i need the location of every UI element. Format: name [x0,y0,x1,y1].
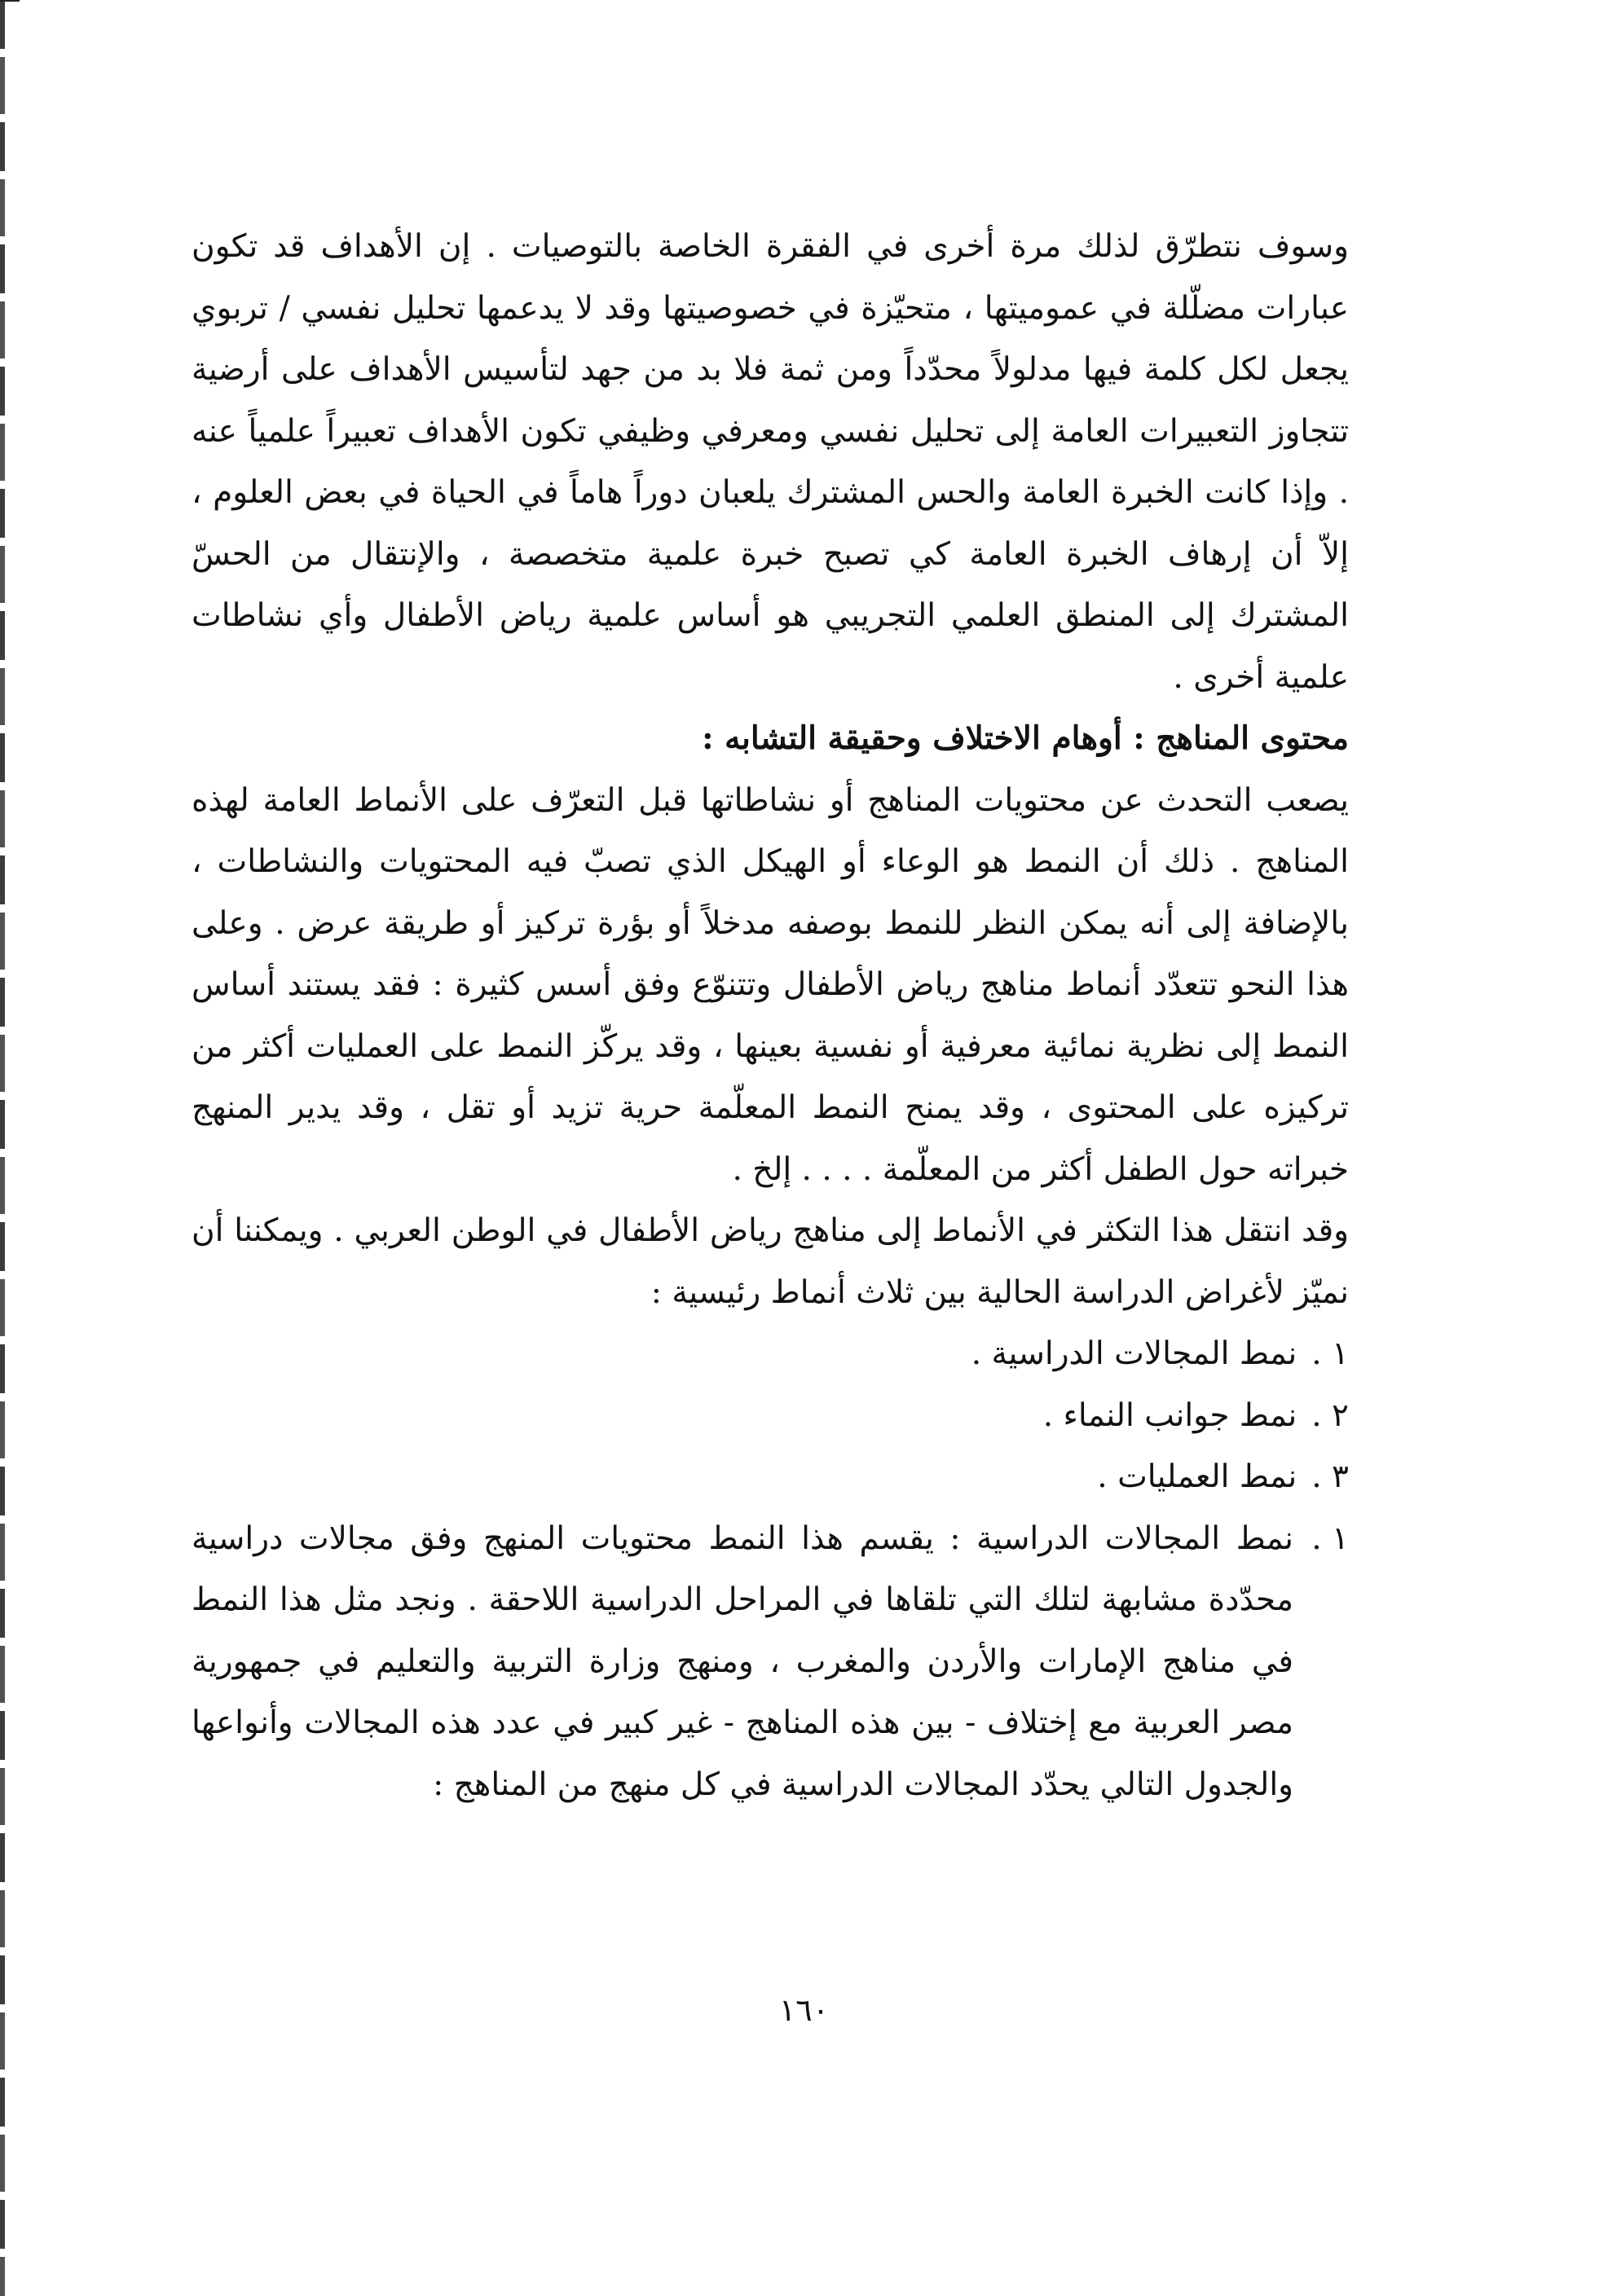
list-item [192,1446,1349,1508]
detail-number: ١ . [1311,1520,1349,1557]
page-number: ١٦٠ [778,1992,830,2028]
binding-edge [0,0,5,2296]
list-text: نمط المجالات الدراسية . [971,1335,1297,1372]
list-number: ١ . [1311,1335,1349,1372]
paragraph-patterns: يصعب التحدث عن محتويات المناهج أو نشاطاتها قبل التعرّف على الأنماط العامة لهذه المناهج . ذلك أن النمط هو الوعاء أو الهيكل الذي تصبّ فيه المحتويات والنشاطات ، بالإضافة إلى أنه يمكن النظر للنمط بوصفه مدخلاً أو بؤرة تركيز أو طريقة عرض . وعلى هذا النحو تتعدّد أنماط مناهج رياض الأطفال وتتنوّع وفق أسس كثيرة : فقد يستند أساس النمط إلى نظرية نمائية معرفية أو نفسية بعينها ، وقد يركّز النمط على العمليات أكثر من تركيزه على المحتوى ، وقد يمنح النمط المعلّمة حرية تزيد أو تقل ، وقد يدير المنهج خبراته حول الطفل أكثر من المعلّمة . . . . إلخ . [192,781,1349,1188]
patterns-list [192,1323,1349,1508]
section-heading: محتوى المناهج : أوهام الاختلاف وحقيقة التشابه : [702,719,1349,757]
list-text: نمط جوانب النماء . [1042,1397,1297,1434]
detail-item [192,1508,1349,1816]
detail-text: نمط المجالات الدراسية : يقسم هذا النمط محتويات المنهج وفق مجالات دراسية محدّدة مشابهة لتلك التي تلقاها في المراحل الدراسية اللاحقة . ونجد مثل هذا النمط في مناهج الإمارات والأردن والمغرب ، ومنهج وزارة التربية والتعليم في جمهورية مصر العربية مع إختلاف - بين هذه المناهج - غير كبير في عدد هذه المجالات وأنواعها والجدول التالي يحدّد المجالات الدراسية في كل منهج من المناهج : [192,1520,1293,1803]
list-text: نمط العمليات . [1097,1458,1297,1495]
paragraph-intro: وسوف نتطرّق لذلك مرة أخرى في الفقرة الخاصة بالتوصيات . إن الأهداف قد تكون عبارات مضلّلة في عموميتها ، متحيّزة في خصوصيتها وقد لا يدعمها تحليل نفسي / تربوي يجعل لكل كلمة فيها مدلولاً محدّداً ومن ثمة فلا بد من جهد لتأسيس الأهداف على أرضية تتجاوز التعبيرات العامة إلى تحليل نفسي ومعرفي وظيفي تكون الأهداف تعبيراً علمياً عنه . وإذا كانت الخبرة العامة والحس المشترك يلعبان دوراً هاماً في الحياة في بعض العلوم ، إلاّ أن إرهاف الخبرة العامة كي تصبح خبرة علمية متخصصة ، والإنتقال من الحسّ المشترك إلى المنطق العلمي التجريبي هو أساس علمية رياض الأطفال وأي نشاطات علمية أخرى . [192,228,1349,696]
top-rule [0,0,20,2]
list-number: ٢ . [1311,1397,1349,1434]
body-text [192,216,1349,1815]
list-item [192,1323,1349,1385]
paragraph-arab-world: وقد انتقل هذا التكثر في الأنماط إلى مناهج رياض الأطفال في الوطن العربي . ويمكننا أن نميّز لأغراض الدراسة الحالية بين ثلاث أنماط رئيسية : [192,1212,1349,1311]
list-number: ٣ . [1311,1458,1349,1495]
list-item [192,1385,1349,1447]
